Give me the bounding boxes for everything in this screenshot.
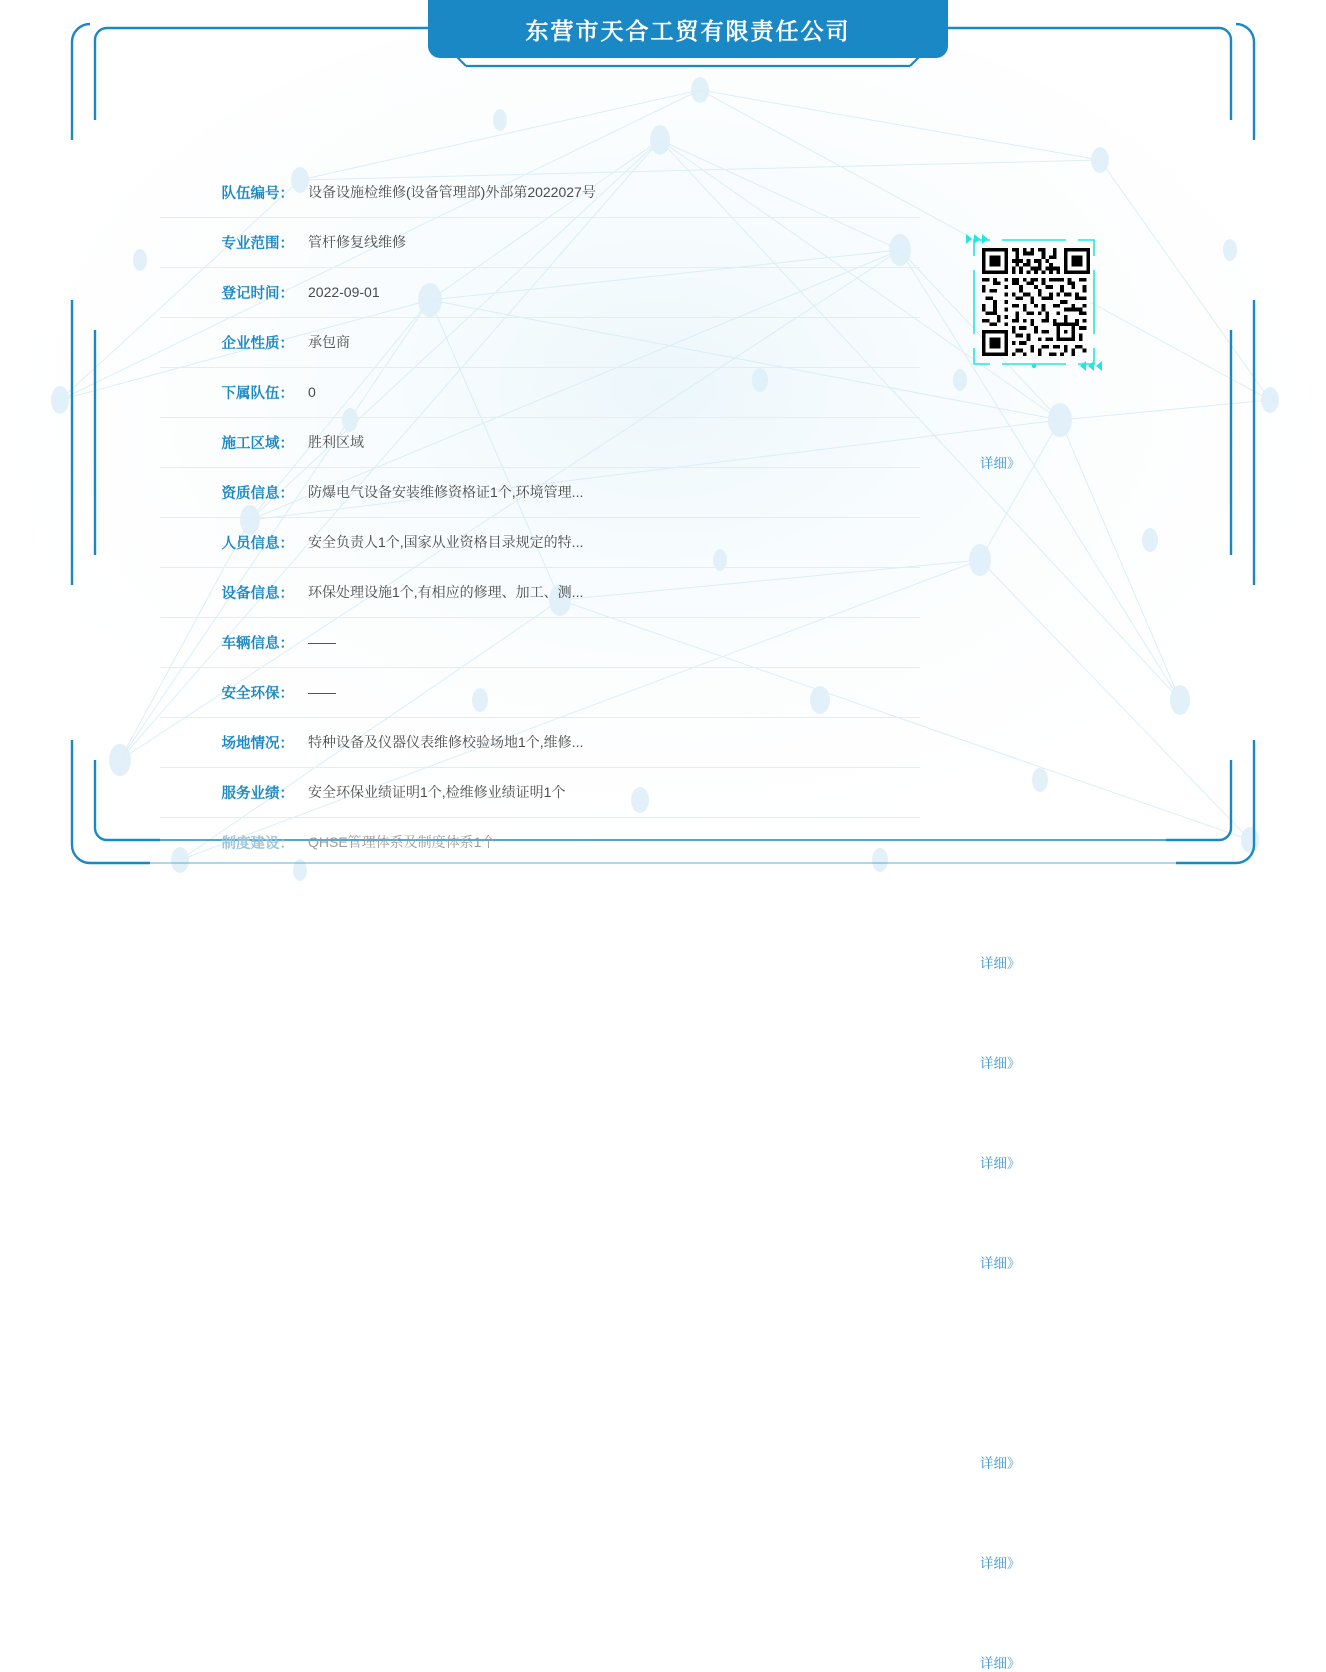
detail-link[interactable]: 详细》: [980, 956, 1021, 971]
row-value: 环保处理设施1个,有相应的修理、加工、测...: [308, 584, 584, 600]
row-value: 安全环保业绩证明1个,检维修业绩证明1个: [308, 784, 566, 800]
row-value: ——: [308, 684, 336, 700]
row-label: 企业性质：: [221, 335, 294, 352]
table-row: [160, 417, 920, 468]
detail-link[interactable]: 详细》: [980, 456, 1021, 471]
row-value: 0: [308, 384, 316, 400]
row-label: 专业范围：: [221, 235, 294, 252]
page-title: 东营市天合工贸有限责任公司: [428, 0, 948, 58]
row-label: 车辆信息：: [221, 635, 294, 652]
detail-link[interactable]: 详细》: [980, 1456, 1021, 1471]
row-label: 资质信息：: [221, 485, 294, 502]
row-label: 登记时间：: [221, 285, 294, 302]
row-value: 胜利区域: [308, 434, 364, 450]
row-value: 承包商: [308, 334, 350, 350]
row-value: 管杆修复线维修: [308, 234, 406, 250]
row-value: 防爆电气设备安装维修资格证1个,环境管理...: [308, 484, 584, 500]
row-label: 安全环保：: [221, 685, 294, 702]
row-label: 服务业绩：: [221, 785, 294, 802]
row-label: 制度建设：: [221, 835, 294, 852]
table-row: [160, 267, 920, 318]
table-row: [160, 167, 920, 218]
detail-link[interactable]: 详细》: [980, 1156, 1021, 1171]
row-value: 安全负责人1个,国家从业资格目录规定的特...: [308, 534, 584, 550]
row-value: 特种设备及仪器仪表维修校验场地1个,维修...: [308, 734, 584, 750]
table-row: [160, 817, 1021, 1671]
table-row: [160, 667, 920, 718]
table-row: [160, 367, 920, 418]
row-label: 施工区域：: [221, 435, 294, 452]
row-label: 队伍编号：: [221, 185, 294, 202]
detail-link[interactable]: 详细》: [980, 1256, 1021, 1271]
row-label: 设备信息：: [221, 585, 294, 602]
row-label: 人员信息：: [221, 535, 294, 552]
row-label: 场地情况：: [221, 735, 294, 752]
detail-link[interactable]: 详细》: [980, 1056, 1021, 1071]
row-value: QHSE管理体系及制度体系1个: [308, 834, 496, 850]
row-label: 下属队伍：: [221, 385, 294, 402]
row-value: 2022-09-01: [308, 284, 380, 300]
table-row: [160, 317, 920, 368]
qr-code-block: [958, 222, 1110, 382]
row-value: ——: [308, 634, 336, 650]
detail-link[interactable]: 详细》: [980, 1656, 1021, 1671]
qr-code[interactable]: [982, 244, 1090, 360]
detail-link[interactable]: 详细》: [980, 1556, 1021, 1571]
row-value: 设备设施检维修(设备管理部)外部第2022027号: [308, 184, 596, 200]
